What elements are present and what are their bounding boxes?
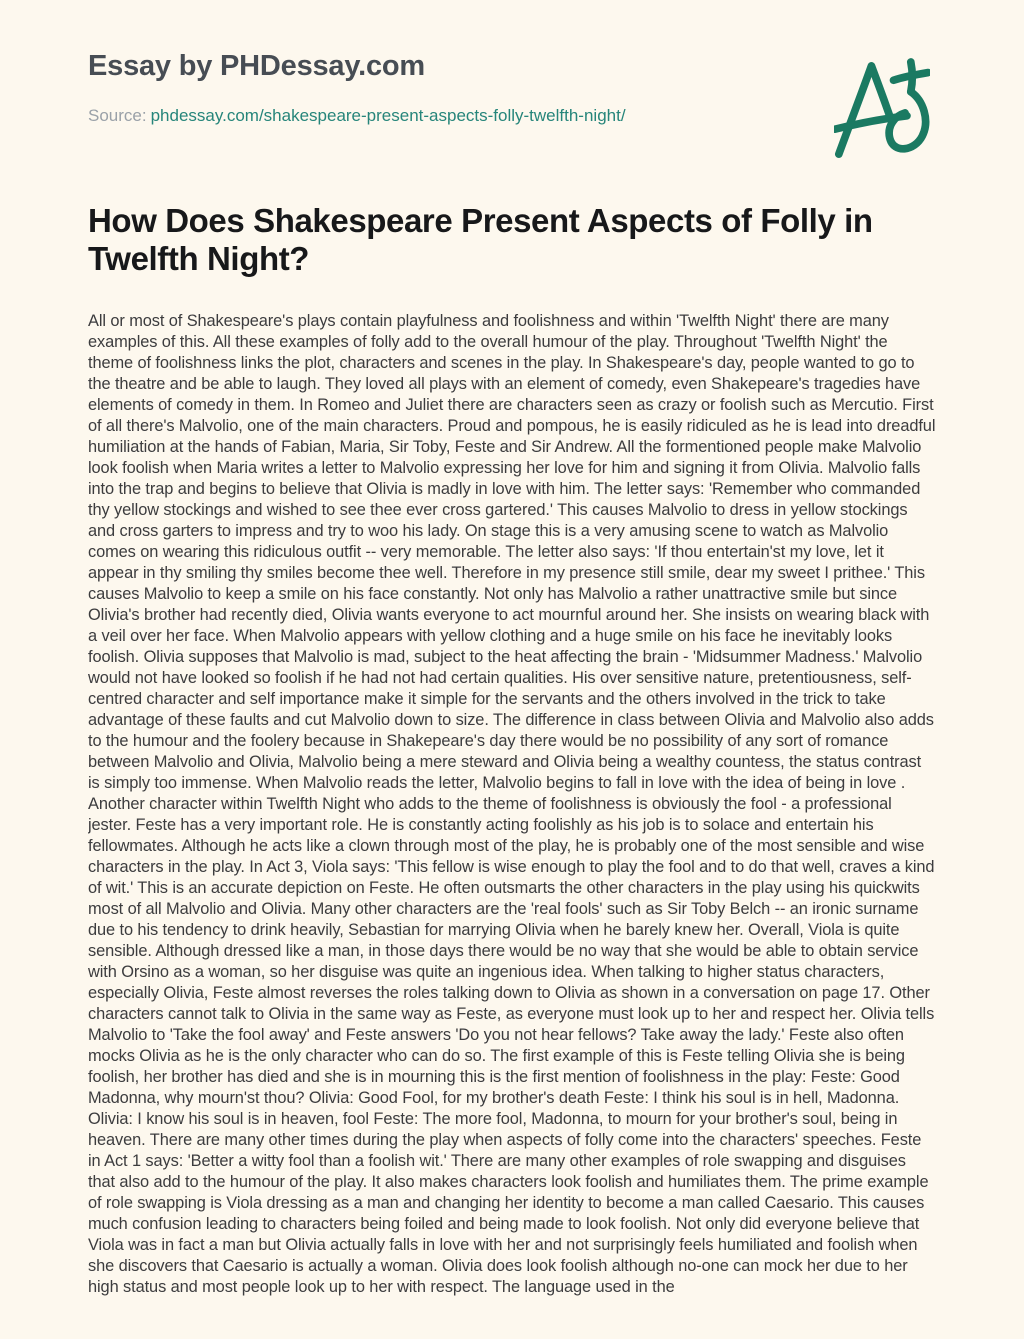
essay-title: How Does Shakespeare Present Aspects of Folly in Twelfth Night? — [88, 202, 873, 277]
source-link[interactable]: phdessay.com/shakespeare-present-aspects-folly-twelfth-night/ — [150, 106, 626, 125]
page-header — [0, 0, 1024, 126]
source-line — [88, 106, 936, 126]
logo-swash-loop — [889, 92, 925, 149]
logo-plus-horizontal — [894, 73, 929, 81]
site-title: Essay by PHDessay.com — [88, 50, 426, 82]
essay-content — [0, 202, 1024, 1305]
essay-body-text: All or most of Shakespeare's plays contain playfulness and foolishness and within 'Twelfth Night' there are many examples of this. All these examples of folly add to the overall humour of the play. Throughout 'Twelfth Night' the theme of foolishness links the plot, characters and scenes in the play. In Shakespeare's day, people wanted to go to the theatre and be able to laugh. They loved all plays with an element of comedy, even Shakepeare's tragedies have elements of comedy in them. In Romeo and Juliet there are characters seen as crazy or foolish such as Mercutio. First of all there's Malvolio, one of the main characters. Proud and pompous, he is easily ridiculed as he is lead into dreadful humiliation at the hands of Fabian, Maria, Sir Toby, Feste and Sir Andrew. All the formentioned people make Malvolio look foolish when Maria writes a letter to Malvolio expressing her love for him and signing it from Olivia. Malvolio falls into the trap and begins to believe that Olivia is madly in love with him. The letter says: 'Remember who commanded thy yellow stockings and wished to see thee ever cross gartered.' This causes Malvolio to dress in yellow stockings and cross garters to impress and try to woo his lady. On stage this is a very amusing scene to watch as Malvolio comes on wearing this ridiculous outfit -- very memorable. The letter also says: 'If thou entertain'st my love, let it appear in thy smiling thy smiles become thee well. Therefore in my presence still smile, dear my sweet I prithee.' This causes Malvolio to keep a smile on his face constantly. Not only has Malvolio a rather unattractive smile but since Olivia's brother had recently died, Olivia wants everyone to act mournful around her. She insists on wearing black with a veil over her face. When Malvolio appears with yellow clothing and a huge smile on his face he inevitably looks foolish. Olivia supposes that Malvolio is mad, subject to the heat affecting the brain - 'Midsummer Madness.' Malvolio would not have looked so foolish if he had not had certain qualities. His over sensitive nature, pretentiousness, self-centred character and self importance make it simple for the servants and the others involved in the trick to take advantage of these faults and cut Malvolio down to size. The difference in class between Olivia and Malvolio also adds to the humour and the foolery because in Shakepeare's day there would be no possibility of any sort of romance between Malvolio and Olivia, Malvolio being a mere steward and Olivia being a wealthy countess, the status contrast is simply too immense. When Malvolio reads the letter, Malvolio begins to fall in love with the idea of being in love . Another character within Twelfth Night who adds to the theme of foolishness is obviously the fool - a professional jester. Feste has a very important role. He is constantly acting foolishly as his job is to solace and entertain his fellowmates. Although he acts like a clown through most of the play, he is probably one of the most sensible and wise characters in the play. In Act 3, Viola says: 'This fellow is wise enough to play the fool and to do that well, craves a kind of wit.' This is an accurate depiction on Feste. He often outsmarts the other characters in the play using his quickwits most of all Malvolio and Olivia. Many other characters are the 'real fools' such as Sir Toby Belch -- an ironic surname due to his tendency to drink heavily, Sebastian for marrying Olivia when he barely knew her. Overall, Viola is quite sensible. Although dressed like a man, in those days there would be no way that she would be able to obtain service with Orsino as a woman, so her disguise was quite an ingenious idea. When talking to higher status characters, especially Olivia, Feste almost reverses the roles talking down to Olivia as shown in a conversation on page 17. Other characters cannot talk to Olivia in the same way as Feste, as everyone must look up to her and respect her. Olivia tells Malvolio to 'Take the fool away' and Feste answers 'Do you not hear fellows? Take away the lady.' Feste also often mocks Olivia as he is the only character who can do so. The first example of this is Feste telling Olivia she is being foolish, her brother has died and she is in mourning this is the first mention of foolishness in the play: Feste: Good Madonna, why mourn'st thou? Olivia: Good Fool, for my brother's death Feste: I think his soul is in hell, Madonna. Olivia: I know his soul is in heaven, fool Feste: The more fool, Madonna, to mourn for your brother's soul, being in heaven. There are many other times during the play when aspects of folly come into the characters' speeches. Feste in Act 1 says: 'Better a witty fool than a foolish wit.' There are many other examples of role swapping and disguises that also add to the humour of the play. It also makes characters look foolish and humiliates them. The prime example of role swapping is Viola dressing as a man and changing her identity to become a man called Caesario. This causes much confusion leading to characters being foiled and being made to look foolish. Not only did everyone believe that Viola was in fact a man but Olivia actually falls in love with her and not surprisingly feels humiliated and foolish when she discovers that Caesario is actually a woman. Olivia does look foolish although no-one can mock her due to her high status and most people look up to her with respect. The language used in the — [88, 312, 936, 1296]
a-plus-logo — [834, 58, 930, 162]
source-label: Source: — [88, 106, 147, 125]
logo-a-stroke — [839, 66, 892, 154]
